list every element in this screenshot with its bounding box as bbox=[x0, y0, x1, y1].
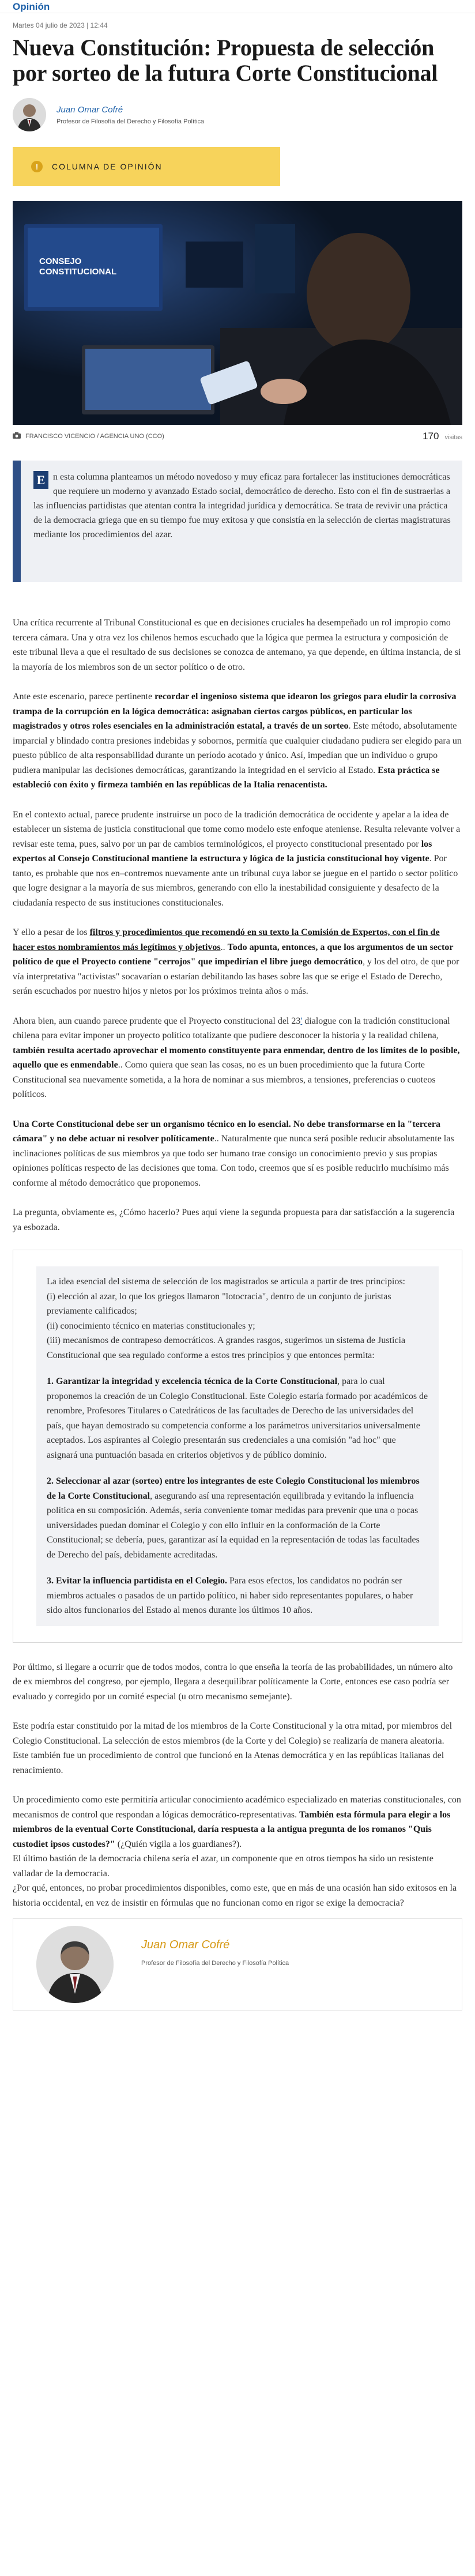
article-date: Martes 04 julio de 2023 | 12:44 bbox=[13, 21, 108, 29]
paragraph-9: Este podría estar constituido por la mitad de los miembros de la Corte Constitucional y la otra mitad, por miembros del Colegio Constitucional. La selección de estos miembros (de la Corte y del Colegio) se realizaría de manera aleatoria. Este también fue un procedimiento de control que funcionó en la Atenas democrática y en las repúblicas italianas del renacimiento. bbox=[13, 1721, 453, 1775]
visits-counter bbox=[423, 431, 462, 442]
paragraph-7: La pregunta, obviamente es, ¿Cómo hacerlo? Pues aquí viene la segunda propuesta para dar satisfacción a la sugerencia ya esbozada. bbox=[13, 1208, 455, 1232]
proposal-box-inner bbox=[36, 1266, 439, 1626]
author-bio-box bbox=[13, 1918, 462, 2011]
section-label-opinion[interactable]: Opinión bbox=[13, 1, 50, 12]
photo-illustration bbox=[13, 201, 462, 425]
paragraph-4: Y ello a pesar de los filtros y procedimientos que recomendó en su texto la Comisión de Expertos, con el fin de hacer estos nombramientos más legítimos y objetivos.. Todo apunta, entonces, a que los argumentos de un sector político de que el Proyecto contiene "cerrojos" que impedirían el libre juego democrático, y los del otro, de que por vía interpretativa "activistas" socavarían o estarían debilitando las bases sobre las que se erige el Estado de Derecho, serán escuchados por nuestro hijos y nietos por los próximos treinta años o más. bbox=[13, 927, 459, 996]
visits-count: 170 bbox=[423, 431, 439, 442]
principle-3: (iii) mecanismos de contrapeso democráticos. A grandes rasgos, sugerimos un sistema de Justicia Constitucional que sea regulado conforme a estos tres principios y que entonces permita: bbox=[47, 1336, 406, 1360]
drop-cap: E bbox=[33, 471, 48, 489]
camera-icon bbox=[13, 432, 21, 440]
link-filtros-comision[interactable]: filtros y procedimientos que recomendó en su texto la Comisión de Expertos, con el fin de hacer estos nombramientos más legítimos y objetivos bbox=[13, 927, 440, 952]
paragraph-1: Una crítica recurrente al Tribunal Constitucional es que en decisiones cruciales ha desempeñado un rol impropio como tercera cámara. Una y otra vez los chilenos hemos escuchado que la lógica que permea la estructura y composición de este tribunal lleva a que el resultado de sus decisiones se conozca de antemano, ya que depende, en última instancia, de si la mayoría de los miembros son de un sector político o de otro. bbox=[13, 618, 461, 672]
bio-author-name-link[interactable]: Juan Omar Cofré bbox=[141, 1938, 230, 1951]
paragraph-6: Una Corte Constitucional debe ser un organismo técnico en lo esencial. No debe transformarse en la "tercera cámara" y no debe actuar ni resolver políticamente.. Naturalmente que nunca será posible reducir absolutamente las inclinaciones políticas de sus miembros ya que todo ser humano trae consigo un conocimiento previo y sus propias opiniones políticas respecto de las decisiones que toma. Con todo, creemos que sí es posible reducirlo muchísimo más conforme al método democrático que proponemos. bbox=[13, 1119, 454, 1188]
lead-text: n esta columna planteamos un método novedoso y muy eficaz para fortalecer las instituciones democráticas que requiere un moderno y avanzado Estado social, democrático de derecho. Esto con el fin de sustraerlas a las influencias partidistas que atentan contra la integridad jurídica y democrática. Se trata de revivir una práctica de la democracia griega que en su tiempo fue muy exitosa y que consistía en la selección de ciertas magistraturas mediante los procedimientos del azar. bbox=[33, 472, 451, 540]
principle-2: (ii) conocimiento técnico en materias constitucionales y; bbox=[47, 1321, 255, 1331]
proposal-point-2: 2. Seleccionar al azar (sorteo) entre los integrantes de este Colegio Constitucional los miembros de la Corte Constitucional, asegurando así una representación equilibrada y evitando la influencia política en su composición. Además, sería conveniente tomar medidas para prevenir que una o pocas universidades puedan dominar el Colegio y con ello influir en la conformación de la Corte Constitucional; se debería, pues, garantizar así la equidad en la representación de todas las facultades de Derecho del país, debidamente acreditadas. bbox=[47, 1476, 420, 1560]
photo-credit: FRANCISCO VICENCIO / AGENCIA UNO (CCO) bbox=[25, 433, 164, 440]
badge-label: COLUMNA DE OPINIÓN bbox=[52, 162, 163, 171]
photo-screen-text-line1: CONSEJO bbox=[39, 257, 82, 266]
opinion-column-badge bbox=[13, 147, 280, 186]
lead-paragraph-box bbox=[13, 461, 462, 582]
proposal-point-1: 1. Garantizar la integridad y excelencia técnica de la Corte Constitucional, para lo cual proponemos la creación de un Colegio Constitucional. Este Colegio estaría formado por académicos de renombre, Profesores Titulares o Catedráticos de las facultades de Derecho de las universidades del país, que hayan demostrado su competencia conforme a los parámetros universitarios universalmente aceptados. Los aspirantes al Colegio presentarán sus credenciales a una comisión "ad hoc" que asignará una puntuación basada en criterios objetivos y de público dominio. bbox=[47, 1376, 428, 1460]
paragraph-8: Por último, si llegare a ocurrir que de todos modos, contra lo que enseña la teoría de las probabilidades, un número alto de ex miembros del congreso, por ejemplo, llegara a desequilibrar políticamente la Corte, entonces ese caso podría ser evaluado y corregido por un comité especial (u otro mecanismo semejante). bbox=[13, 1662, 453, 1702]
article-body bbox=[13, 616, 462, 1910]
photo-caption-row bbox=[13, 425, 462, 448]
article-title: Nueva Constitución: Propuesta de selección por sorteo de la futura Corte Constitucional bbox=[13, 35, 438, 86]
principle-1: (i) elección al azar, lo que los griegos llamaron "lotocracia", dentro de un conjunto de juristas previamente calificados; bbox=[47, 1291, 391, 1316]
author-bio-avatar[interactable] bbox=[36, 1926, 114, 2003]
paragraph-5: Ahora bien, aun cuando parece prudente que el Proyecto constitucional del 23' dialogue con la tradición constitucional chilena para evitar imponer un proyecto político totalizante que pudiere desconocer la historia y la realidad chilena, también resulta acertado aprovechar el momento constituyente para enmendar, dentro de los límites de lo posible, aquello que es enmendable.. Como quiera que sean las cosas, no es un buen procedimiento que la futura Corte Constitucional sea nuevamente sometida, a la hora de nominar a sus miembros, a tensiones, preferencias o cuoteos políticos. bbox=[13, 1016, 460, 1099]
author-byline bbox=[13, 96, 462, 133]
proposal-box bbox=[13, 1250, 462, 1643]
bio-author-role: Profesor de Filosofía del Derecho y Filosofía Política bbox=[141, 1960, 289, 1967]
paragraph-2: Ante este escenario, parece pertinente recordar el ingenioso sistema que idearon los griegos para eludir la corrosiva trampa de la corrupción en la lógica democrática: asignaban ciertos cargos públicos, en particular los magistrados y otros roles esenciales en la administración estatal, a través de un sorteo. Este método, absolutamente imparcial y blindado contra presiones indebidas y sobornos, permitía que cualquier ciudadano pudiera ser elegido para un puesto público de alta responsabilidad durante un período acotado y único. Así, impedían que un individuo o grupo pudiera manipular las decisiones democráticas, garantizando la integridad en el servicio al Estado. Esta práctica se estableció con éxito y firmeza también en las repúblicas de la Italia renacentista. bbox=[13, 692, 462, 790]
author-avatar[interactable] bbox=[13, 98, 46, 131]
article-photo bbox=[13, 201, 462, 425]
visits-label: visitas bbox=[444, 434, 462, 441]
paragraph-10: Un procedimiento como este permitiría articular conocimiento académico especializado en materias constitucionales, con mecanismos de control que respondan a lógicas democrático-representativas. También esta fórmula para elegir a los miembros de la eventual Corte Constitucional, daría respuesta a la antigua pregunta de los romanos "Quis custodiet ipsos custodes?" (¿Quién vigila a los guardianes?). El último bastión de la democracia chilena sería el azar, un componente que en otros tiempos ha sido un resistente valladar de la democracia. ¿Por qué, entonces, no probar procedimientos disponibles, como este, que en más de una ocasión han sido exitosos en la historia occidental, en vez de insistir en fórmulas que no funcionan como en rigor se exige la democracia? bbox=[13, 1795, 461, 1908]
link-proyecto-23[interactable]: ' bbox=[300, 1016, 303, 1026]
exclamation-icon: ! bbox=[31, 161, 43, 172]
paragraph-3: En el contexto actual, parece prudente instruirse un poco de la tradición democrática de occidente y apelar a la idea de establecer un sistema de justicia constitucional que tome como modelo este enfoque ateniense. Resulta relevante volver a revisar este tema, pues, salvo por un par de cambios terminológicos, el proyecto constitucional presentado por los expertos al Consejo Constitucional mantiene la estructura y lógica de la justicia constitucional hoy vigente. Por tanto, es probable que nos en–contremos nuevamente ante un tribunal cuya labor se juegue en el partido o sector político que logre designar a la mayoría de sus miembros, generando con ello la inestabilidad consiguiente y desafecto de la ciudadanía respecto de sus instituciones constitucionales. bbox=[13, 809, 461, 908]
author-role: Profesor de Filosofía del Derecho y Filosofía Política bbox=[56, 118, 205, 125]
author-name-link[interactable]: Juan Omar Cofré bbox=[56, 104, 123, 115]
photo-screen-text-line2: CONSTITUCIONAL bbox=[39, 267, 117, 277]
proposal-point-3: 3. Evitar la influencia partidista en el Colegio. Para esos efectos, los candidatos no podrán ser miembros actuales o pasados de un partido político, ni haber sido representantes populares, o haber sido altos funcionarios del Estado al menos durante los últimos 10 años. bbox=[47, 1576, 413, 1615]
proposal-intro: La idea esencial del sistema de selección de los magistrados se articula a partir de tres principios: (i) elección al azar, lo que los griegos llamaron "lotocracia", dentro de un conjunto de juristas previamente calificados; (ii) conocimiento técnico en materias constitucionales y; (iii) mecanismos de contrapeso democráticos. A grandes rasgos, sugerimos un sistema de Justicia Constitucional que sea regulado conforme a estos tres principios y que entonces permita: bbox=[47, 1277, 406, 1360]
